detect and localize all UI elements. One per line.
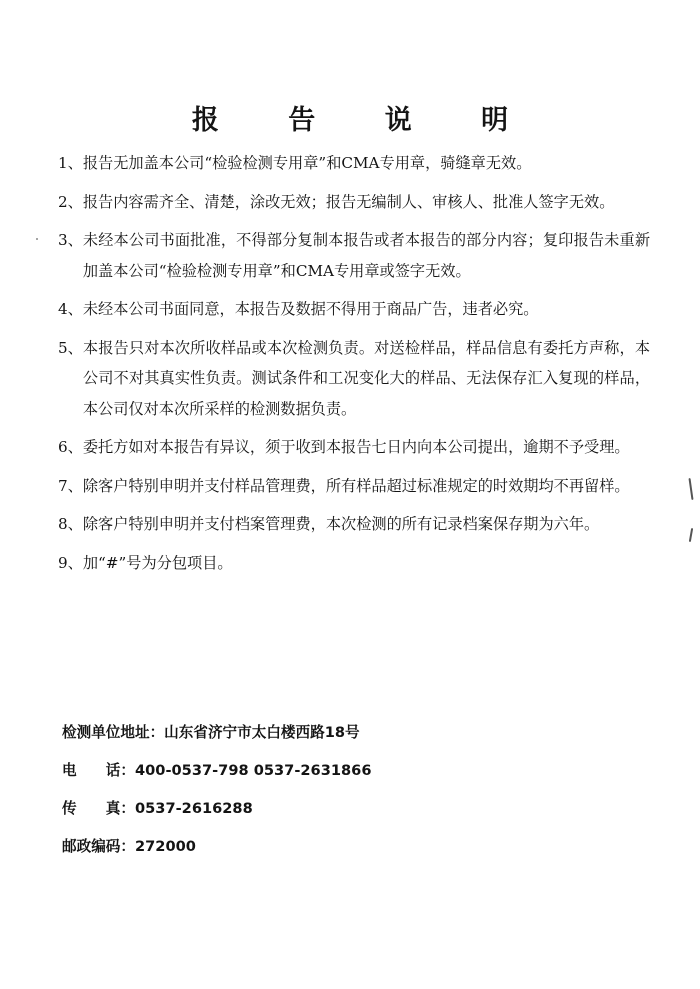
item-text: 委托方如对本报告有异议，须于收到本报告七日内向本公司提出，逾期不予受理。 [82, 438, 630, 456]
item-number: 9、 [58, 553, 83, 572]
item-number: 8、 [58, 515, 83, 533]
item-number: 7、 [58, 476, 83, 495]
list-item [58, 509, 658, 540]
address-row [62, 722, 622, 760]
list-item [58, 187, 658, 218]
item-text: 除客户特别申明并支付样品管理费，所有样品超过标准规定的时效期均不再留样。 [82, 476, 630, 495]
contact-info [62, 722, 622, 874]
phone-row [62, 760, 622, 798]
list-item [58, 548, 658, 579]
fax-row [62, 798, 622, 836]
address-label: 检测单位地址： [62, 724, 165, 741]
item-text: 报告内容需齐全、清楚，涂改无效；报告无编制人、审核人、批准人签字无效。 [82, 192, 615, 211]
fax-label: 传 真： [62, 800, 135, 817]
phone-label: 电 话： [62, 762, 135, 779]
item-number: 4、 [58, 300, 83, 318]
item-text: 未经本公司书面批准，不得部分复制本报告或者本报告的部分内容；复印报告未重新加盖本公司“检验检测专用章”和CMA专用章或签字无效。 [82, 231, 650, 280]
item-text: 未经本公司书面同意，本报告及数据不得用于商品广告，违者必究。 [82, 300, 539, 318]
scan-mark [688, 478, 693, 500]
fax-value: 0537-2616288 [134, 800, 253, 817]
address-value: 山东省济宁市太白楼西路18号 [164, 724, 360, 741]
list-item [58, 225, 658, 286]
item-number: 6、 [58, 438, 83, 456]
item-number: 1、 [58, 154, 83, 172]
list-item [58, 294, 658, 325]
item-number: 5、 [58, 338, 83, 357]
item-text: 除客户特别申明并支付档案管理费，本次检测的所有记录档案保存期为六年。 [82, 515, 600, 533]
list-item [58, 148, 658, 179]
list-item [58, 333, 658, 425]
scan-mark [689, 528, 693, 542]
postcode-row [62, 836, 622, 874]
notes-list [58, 148, 658, 586]
phone-value: 400-0537-798 0537-2631866 [134, 762, 372, 779]
item-number: 2、 [58, 192, 83, 211]
item-text: 本报告只对本次所收样品或本次检测负责。对送检样品，样品信息有委托方声称，本公司不对其真实性负责。测试条件和工况变化大的样品、无法保存汇入复现的样品，本公司仅对本次所采样的检测数据负责。 [82, 338, 650, 418]
item-text: 报告无加盖本公司“检验检测专用章”和CMA专用章，骑缝章无效。 [82, 154, 532, 172]
list-item [58, 471, 658, 502]
postcode-label: 邮政编码： [62, 838, 135, 855]
item-text: 加“#”号为分包项目。 [82, 553, 233, 572]
item-number: 3、 [58, 231, 83, 249]
scan-dot [36, 238, 38, 240]
postcode-value: 272000 [134, 838, 196, 855]
list-item [58, 432, 658, 463]
page-title: 报 告 说 明 [191, 105, 539, 136]
